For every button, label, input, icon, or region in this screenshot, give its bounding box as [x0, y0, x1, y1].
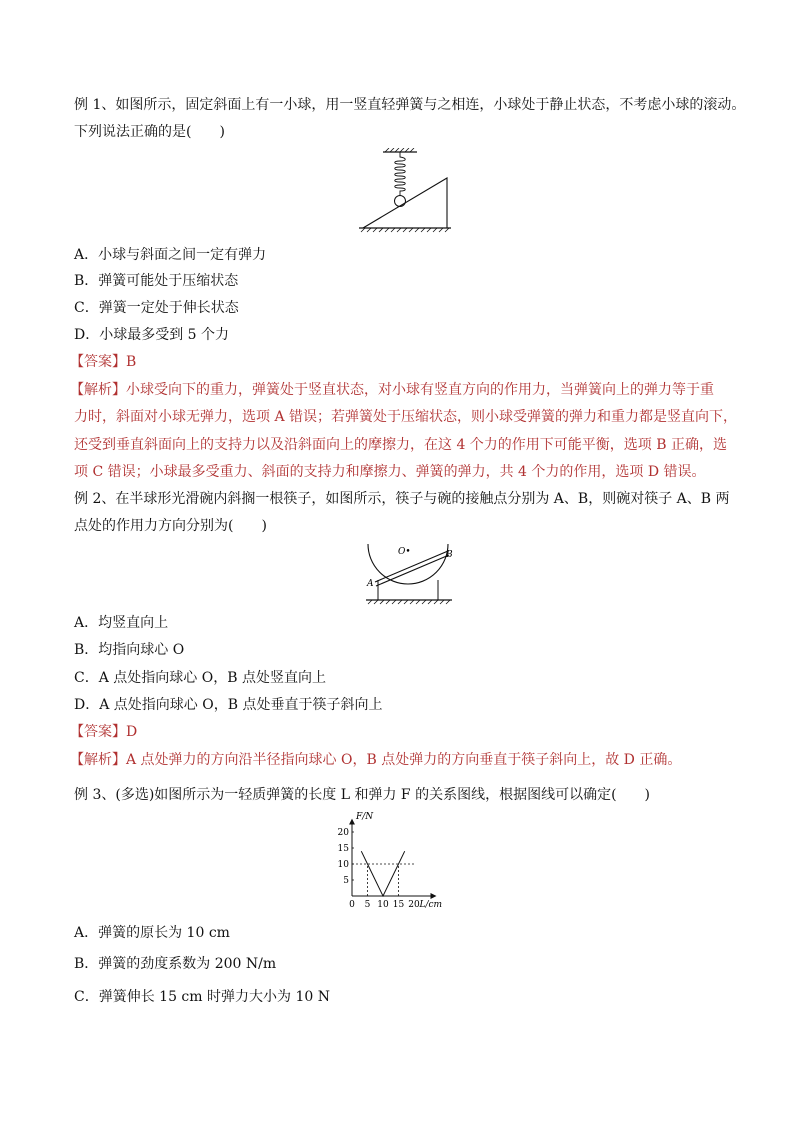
x-tick-label: 20 — [408, 900, 420, 910]
analysis-tag: 【解析】 — [70, 382, 126, 398]
bowl-chopstick-figure — [362, 538, 454, 606]
x-axis-label: L/cm — [419, 900, 443, 910]
q1-stem-line2: 下列说法正确的是( ) — [74, 124, 225, 140]
label-o: O• — [398, 547, 411, 557]
answer-tag: 【答案】 — [70, 354, 126, 370]
answer-tag: 【答案】 — [70, 724, 126, 740]
q1-analysis-line3: 还受到垂直斜面向上的支持力以及沿斜面向上的摩擦力，在这 4 个力的作用下可能平衡，选项 B 正确，选 — [74, 437, 727, 453]
answer-value: D — [126, 724, 138, 740]
analysis-text: A 点处弹力的方向沿半径指向球心 O，B 点处弹力的方向垂直于筷子斜向上，故 D 正确。 — [126, 752, 682, 768]
label-b: B — [446, 550, 453, 560]
q2-option-c: C．A 点处指向球心 O，B 点处竖直向上 — [74, 670, 326, 686]
q3-option-c: C．弹簧伸长 15 cm 时弹力大小为 10 N — [74, 989, 330, 1005]
q2-option-d: D．A 点处指向球心 O，B 点处垂直于筷子斜向上 — [74, 697, 383, 713]
q1-option-a: A．小球与斜面之间一定有弹力 — [74, 247, 267, 263]
q1-answer — [70, 353, 136, 371]
q1-analysis-line1 — [70, 381, 714, 399]
q1-option-b: B．弹簧可能处于压缩状态 — [74, 273, 239, 289]
x-tick-label: 10 — [377, 900, 389, 910]
answer-value: B — [126, 354, 137, 370]
force-length-chart — [330, 810, 460, 912]
series-line — [361, 851, 404, 896]
x-tick-label: 5 — [364, 900, 371, 910]
y-tick-label: 10 — [337, 860, 349, 870]
q1-analysis-line4: 项 C 错误；小球最多受重力、斜面的支持力和摩擦力、弹簧的弹力，共 4 个力的作用，选项 D 错误。 — [74, 464, 706, 480]
y-axis-label: F/N — [356, 812, 374, 822]
q3-stem: 例 3、(多选)如图所示为一轻质弹簧的长度 L 和弹力 F 的关系图线，根据图线可以确定( ) — [74, 787, 651, 803]
y-tick-label: 5 — [343, 876, 349, 886]
q2-stem-line2: 点处的作用力方向分别为( ) — [74, 518, 267, 534]
q1-stem-line1: 例 1、如图所示，固定斜面上有一小球，用一竖直轻弹簧与之相连，小球处于静止状态，不考虑小球的滚动。 — [74, 97, 746, 113]
q1-option-c: C．弹簧一定处于伸长状态 — [74, 300, 239, 316]
analysis-tag: 【解析】 — [70, 752, 126, 768]
y-tick-label: 15 — [337, 844, 349, 854]
q1-option-d: D．小球最多受到 5 个力 — [74, 327, 230, 343]
q3-option-b: B．弹簧的劲度系数为 200 N/m — [74, 956, 277, 972]
q2-stem-line1: 例 2、在半球形光滑碗内斜搁一根筷子，如图所示，筷子与碗的接触点分别为 A、B，则碗对筷子 A、B 两 — [74, 491, 730, 507]
spring-incline-figure — [355, 148, 455, 238]
q2-option-b: B．均指向球心 O — [74, 642, 185, 658]
q1-analysis-line2: 力时，斜面对小球无弹力，选项 A 错误；若弹簧处于压缩状态，则小球受弹簧的弹力和重力都是竖直向下， — [74, 409, 738, 425]
q2-answer — [70, 723, 137, 741]
analysis-text: 小球受向下的重力，弹簧处于竖直状态，对小球有竖直方向的作用力，当弹簧向上的弹力等于重 — [126, 382, 714, 398]
x-tick-label: 15 — [392, 900, 405, 910]
x-tick-label: 0 — [349, 900, 355, 910]
q3-option-a: A．弹簧的原长为 10 cm — [74, 925, 230, 941]
q2-analysis — [70, 751, 681, 769]
label-a: A — [367, 579, 374, 589]
y-tick-label: 20 — [337, 828, 349, 838]
q2-option-a: A．均竖直向上 — [74, 615, 169, 631]
